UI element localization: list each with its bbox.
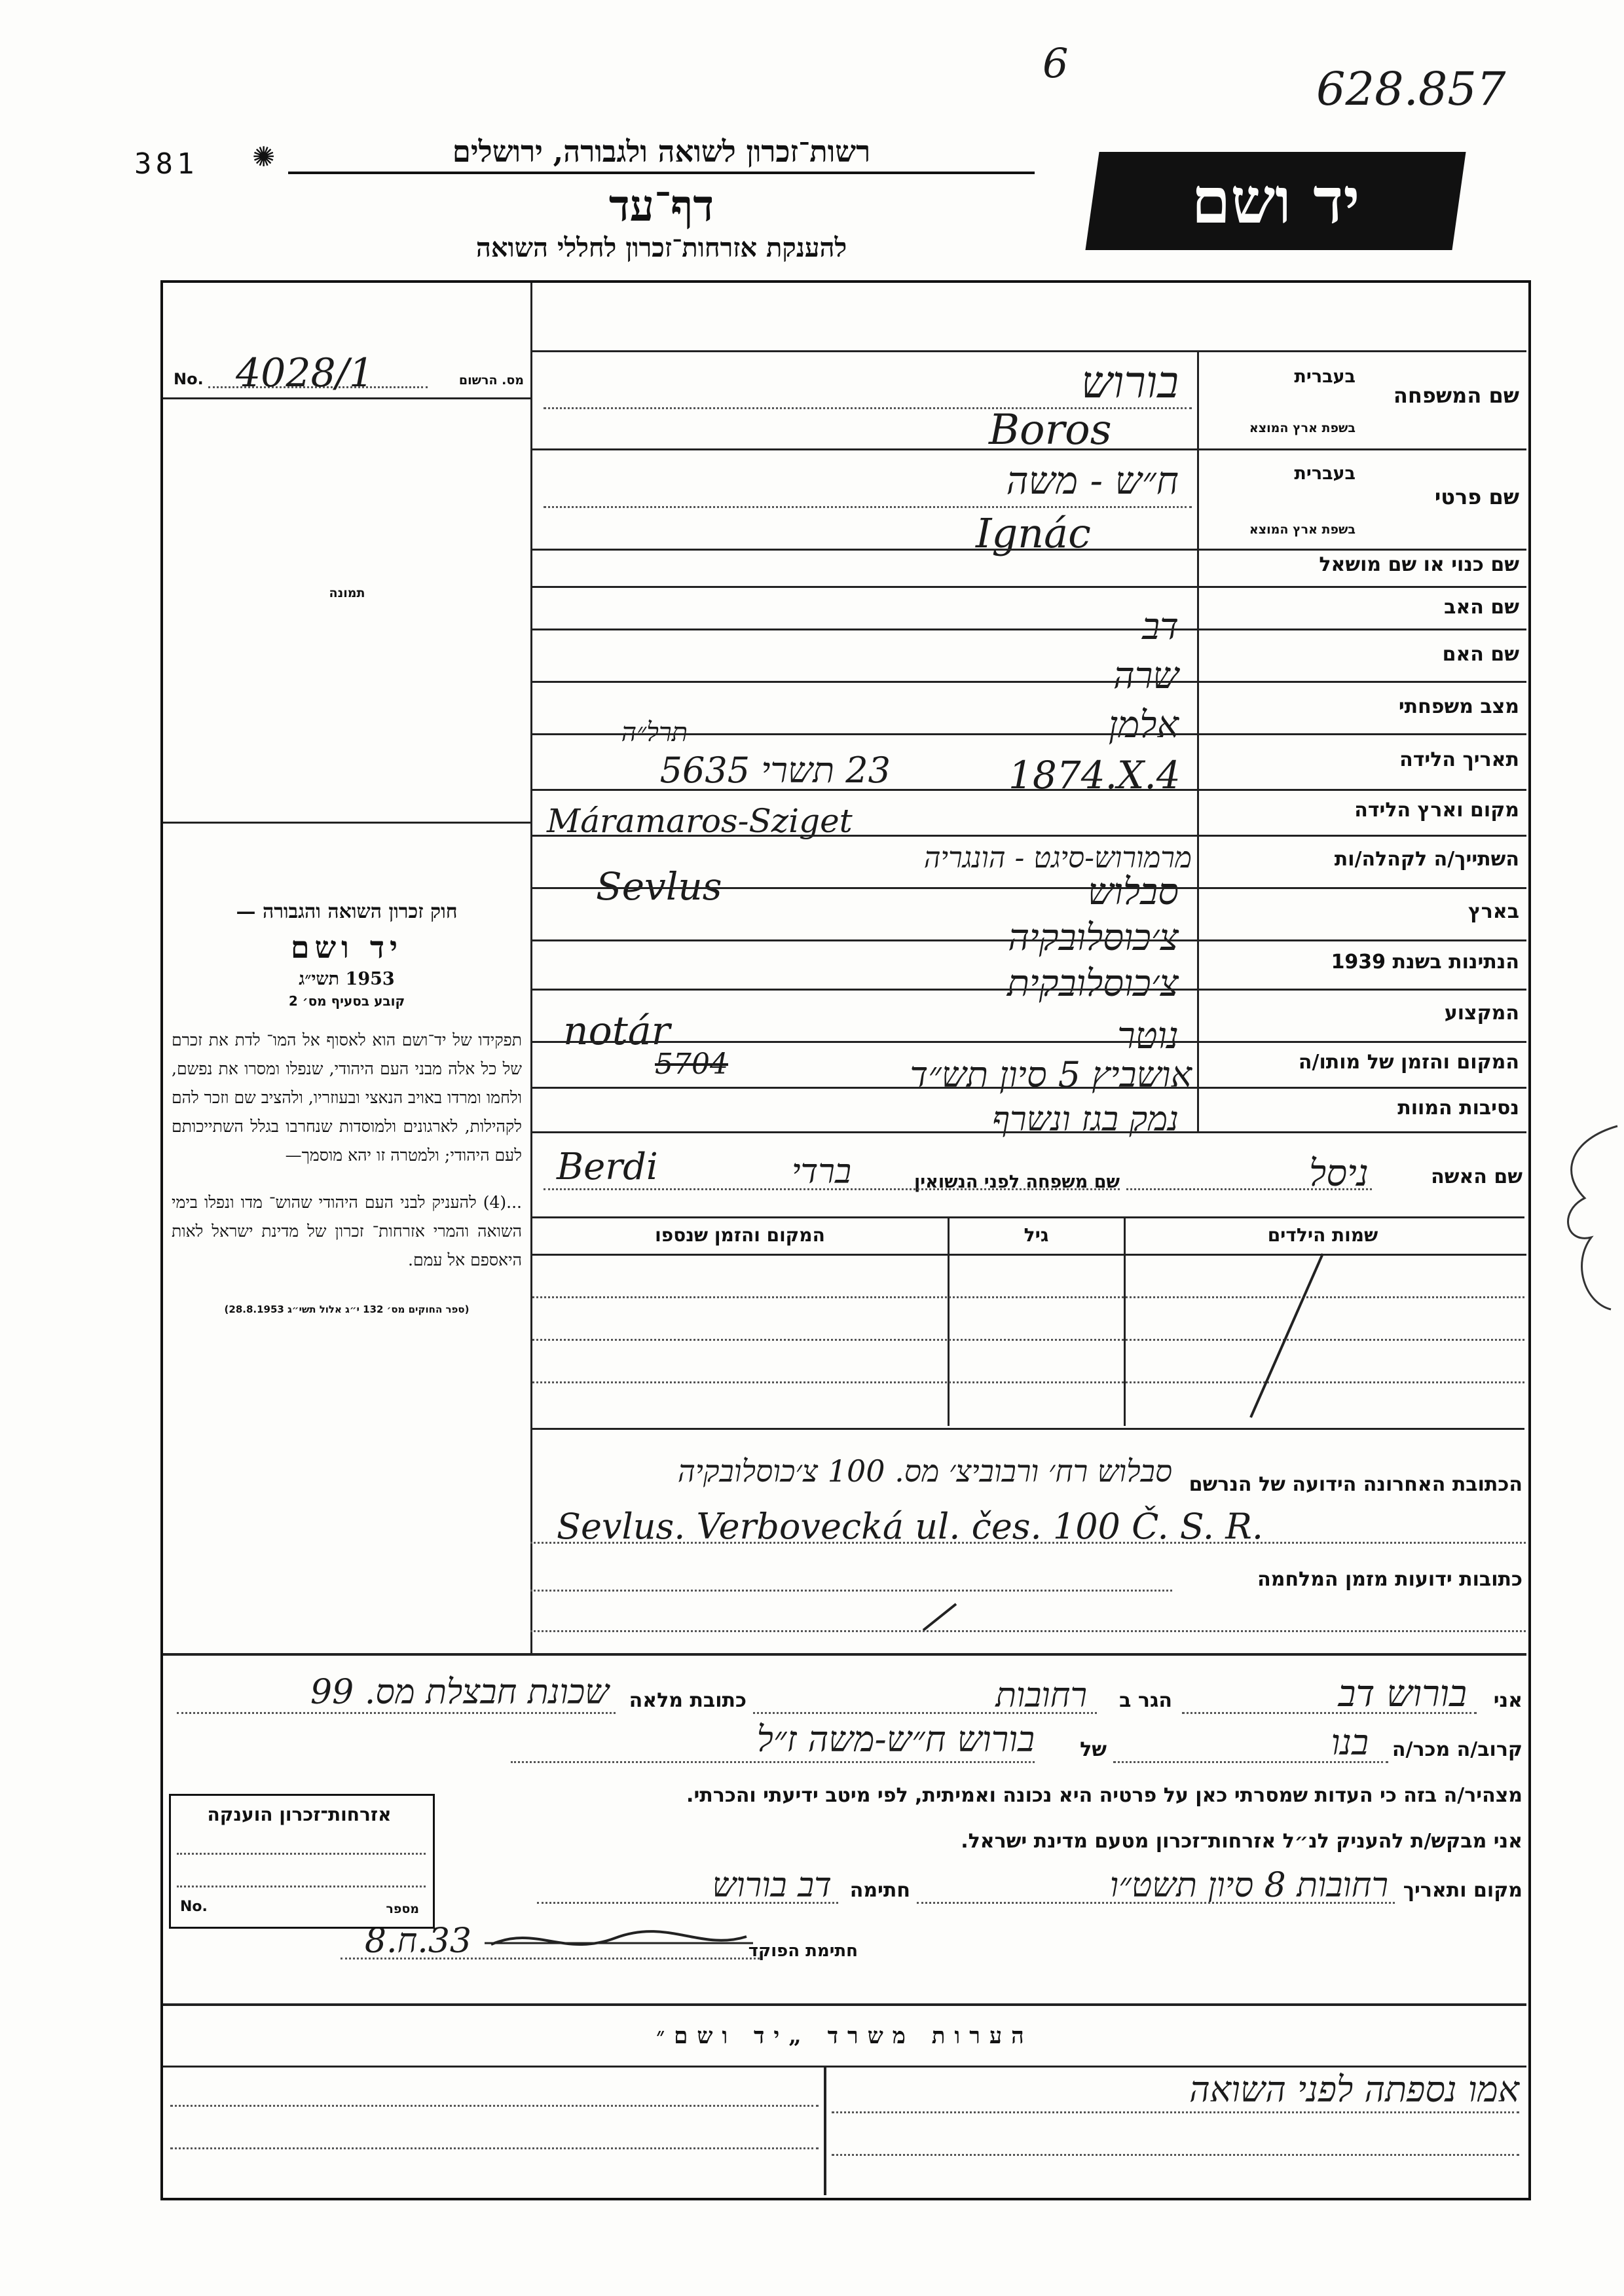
declarant-section-line: [163, 1653, 1526, 1656]
relation-dots: [1113, 1761, 1388, 1763]
first-name-label: שם פרטי: [1434, 484, 1519, 509]
office-notes-top-line: [163, 2003, 1526, 2006]
maiden-name-origin: Berdi: [557, 1146, 658, 1188]
children-col-divider-2: [1124, 1216, 1126, 1426]
marital-value: אלמן: [1108, 704, 1179, 746]
birth-date-row-line: [532, 789, 1526, 791]
mother-label: שם האם: [1442, 643, 1519, 666]
wartime-stroke: [917, 1594, 995, 1633]
father-row-line: [532, 629, 1526, 630]
relative-label: קרוב/ה מכר/ה: [1392, 1738, 1522, 1761]
office-notes-right-line-1: [832, 2111, 1519, 2113]
law-text-1: תפקידו של יד־ושם הוא לאסוף אל המו־ לדת את זכרם של כל אלה מבני העם היהודי, שנפלו ומסרו את נפשם, ולחמו ומרדו באויב הנאצי ובעוזריו, ולהציב שם וזכר להם לקהילות, לארגונים ולמוסדות שנחרבו בגלל השתייכותם לעם היהודי; ולמטרה זו יהא מוסמך—: [172, 1030, 522, 1165]
nickname-label: שם כנוי או שם מושאל: [1319, 553, 1519, 576]
death-row-line: [532, 1087, 1526, 1089]
birth-place-origin: Máramaros-Sziget: [547, 802, 853, 840]
circumstances-row-line: [532, 1131, 1526, 1133]
citizenship-row-line: [532, 989, 1526, 991]
officer-value: 33.ח.8: [364, 1922, 471, 1961]
father-value: דב: [1142, 606, 1179, 648]
profession-hebrew: נוטר: [1117, 1015, 1179, 1057]
maiden-name-hebrew: ברדי: [791, 1152, 851, 1192]
declarant-i-label: אני: [1493, 1689, 1522, 1712]
country-value: צ׳כוסלובקיה: [1008, 917, 1179, 959]
country-row-line: [532, 939, 1526, 941]
citizenship-granted-line-1: [177, 1853, 426, 1855]
officer-signature-label: חתימת הפוקד: [748, 1941, 858, 1961]
death-label: המקום והזמן של מותו/ה: [1298, 1051, 1519, 1074]
maiden-name-label: שם משפחה לפני הנשואין: [913, 1172, 1120, 1192]
children-empty-stroke: [1231, 1247, 1336, 1430]
reg-no-value: 4028/1: [236, 350, 375, 396]
office-notes-divider: [824, 2068, 826, 2195]
community-hebrew: סבלוש: [1087, 871, 1179, 913]
marital-label: מצב משפחתי: [1398, 695, 1519, 718]
birth-date-hebrew: 23 תשרי 5635: [659, 750, 891, 791]
relation-value: בנו: [1331, 1722, 1369, 1763]
mother-value: שרה: [1113, 655, 1179, 697]
authority-title: רשות־זכרון לשואה ולגבורה, ירושלים: [288, 134, 1035, 174]
birth-place-row-line: [532, 835, 1526, 837]
office-notes-title: הערות משרד „יד ושם״: [656, 2023, 1033, 2049]
full-address-label: כתובת מלאה: [629, 1689, 747, 1712]
stamp-mark-icon: ✺: [252, 141, 276, 173]
law-reference: (ספר החוקים מס׳ 132 י״ג אלול תשי״ג 28.8.1953): [224, 1303, 470, 1315]
birth-place-hebrew: מרמורוש-סיגט - הונגריה: [923, 841, 1192, 875]
left-column-divider: [530, 283, 532, 1654]
wartime-address-label: כתובות ידועות מזמן המלחמה: [1257, 1568, 1522, 1591]
community-label: השתייך/ה לקהלה/ות: [1334, 848, 1519, 871]
officer-dots: [341, 1958, 760, 1959]
circumstances-label: נסיבות המוות: [1397, 1097, 1519, 1120]
reg-no-suffix: No.: [174, 370, 204, 388]
law-title: חוק זכרון השואה והגבורה —: [236, 900, 458, 923]
citizenship-no-suffix: No.: [180, 1899, 208, 1915]
birth-date-note: תרל״ה: [621, 718, 688, 748]
children-header: שמות הילדים: [1267, 1224, 1378, 1246]
citizenship-granted-title: אזרחות־זכרון הוענקה: [207, 1804, 392, 1825]
law-block: [172, 900, 522, 1315]
margin-doodle: [1545, 1113, 1623, 1336]
declarant-name-dots: [1182, 1712, 1477, 1714]
full-address-value: שכונת חבצלת מס. 99: [310, 1673, 609, 1712]
law-year: 1953 תשי״ג: [299, 969, 395, 989]
wife-value: ניסל: [1309, 1152, 1369, 1195]
of-label: של: [1080, 1738, 1107, 1761]
full-address-dots: [177, 1712, 616, 1714]
declarant-name: בורוש דב: [1338, 1673, 1467, 1715]
first-name-hebrew-line: [544, 506, 1192, 508]
form-subtitle: להענקת אזרחות־זכרון לחללי השואה: [475, 232, 847, 263]
first-name-hebrew-label: בעברית: [1294, 464, 1356, 484]
children-col-divider-1: [948, 1216, 950, 1426]
place-date-value: רחובות 8 סיון תשט״ו: [1109, 1866, 1388, 1905]
children-row-2: [532, 1339, 1524, 1341]
wife-dots: [1126, 1188, 1372, 1190]
logo-text: יד ושם: [1191, 164, 1360, 238]
death-year-struck: 5704: [655, 1048, 728, 1081]
birth-date-value: 1874.X.4: [1008, 753, 1181, 797]
wife-label: שם האשה: [1431, 1165, 1522, 1188]
community-origin: Sevlus: [596, 864, 722, 909]
reg-no-label: מס. הרשום: [458, 373, 524, 388]
law-name: יד ושם: [290, 930, 403, 965]
of-value: בורוש ח״ש-משה ז״ל: [756, 1719, 1035, 1760]
resides-label: הגר ב: [1119, 1689, 1172, 1712]
nickname-row-line: [532, 586, 1526, 588]
declaration-text: מצהיר/ה בזה כי העדות שמסרתי כאן על פרטיה היא נכונה ואמיתית, לפי מיטב ידיעתי והכרתי.: [686, 1784, 1522, 1807]
death-value: אושביץ 5 סיון תש״ד: [910, 1054, 1192, 1095]
surname-hebrew-line: [544, 407, 1192, 409]
office-notes-left-line-2: [170, 2147, 819, 2149]
surname-label: שם המשפחה: [1393, 383, 1519, 408]
birth-place-label: מקום וארץ הלידה: [1354, 799, 1519, 822]
office-notes-left-line-1: [170, 2105, 819, 2107]
citizenship-value: צ׳כוסלובקית: [1006, 962, 1179, 1005]
maiden-dots: [544, 1188, 1120, 1190]
signature-dots: [537, 1902, 838, 1904]
signature-label: חתימה: [849, 1879, 910, 1902]
last-address-origin: Sevlus. Verbovecká ul. čes. 100 Č. S. R.: [557, 1506, 1264, 1547]
children-header-line: [532, 1254, 1526, 1256]
father-label: שם האב: [1444, 596, 1519, 619]
profession-row-line: [532, 1041, 1526, 1043]
mother-row-line: [532, 681, 1526, 683]
birth-date-label: תאריך הלידה: [1399, 748, 1519, 771]
officer-signature-scribble: [485, 1925, 753, 1951]
sheet-number: 381: [134, 147, 198, 181]
photo-label: תמונה: [329, 586, 365, 600]
yad-vashem-logo: [1085, 152, 1466, 250]
surname-origin: Boros: [989, 406, 1112, 454]
form-title: דף־עד: [608, 180, 714, 231]
place-time-header: המקום והזמן שנספו: [655, 1224, 825, 1246]
children-table: [532, 1216, 1524, 1430]
first-name-origin: Ignác: [976, 509, 1091, 557]
first-name-hebrew: ח״ש - משה: [1006, 458, 1179, 503]
country-label: בארץ: [1467, 900, 1519, 923]
citizenship-no-label: מספר: [386, 1902, 419, 1916]
place-date-label: מקום ותאריך: [1403, 1879, 1522, 1902]
citizenship-label: הנתינות בשנת 1939: [1331, 951, 1519, 974]
circumstances-value: נמק בגז ונשרף: [992, 1100, 1179, 1139]
wartime-address-line-1: [530, 1590, 1172, 1592]
resides-dots: [753, 1712, 1097, 1714]
of-dots: [511, 1761, 1035, 1763]
label-column-divider: [1197, 352, 1199, 1131]
archive-number: 628.857: [1316, 62, 1506, 116]
page-number: 6: [1043, 39, 1069, 87]
office-note-1: אמו נספתה לפני השואה: [1189, 2069, 1519, 2110]
citizenship-granted-line-2: [177, 1886, 426, 1887]
surname-row-line: [532, 448, 1526, 450]
first-name-row-line: [532, 549, 1526, 551]
place-date-dots: [917, 1902, 1395, 1904]
children-row-3: [532, 1381, 1524, 1383]
last-address-line: [530, 1542, 1526, 1544]
signature-value: דב בורוש: [712, 1866, 832, 1905]
surname-hebrew: בורוש: [1080, 357, 1179, 409]
surname-origin-label: בשפת ארץ המוצא: [1249, 421, 1356, 435]
profession-origin: notár: [563, 1008, 671, 1054]
last-address-hebrew: סבלוש רח׳ ורבוביצ׳ מס. 100 צ׳כוסלובקיה: [677, 1453, 1172, 1489]
age-header: גיל: [1024, 1224, 1049, 1246]
first-name-origin-label: בשפת ארץ המוצא: [1249, 522, 1356, 537]
community-row-line: [532, 887, 1526, 889]
wartime-address-line-2: [530, 1630, 1526, 1632]
law-text-2: ...(4) להעניק לבני העם היהודי שהוש־ מדו ונפלו בימי השואה והמרי אזרחות־ זכרון של מדינת ישראל לאות היאספם אל עמם.: [172, 1193, 522, 1269]
surname-hebrew-label: בעברית: [1294, 367, 1356, 387]
office-notes-header-line: [163, 2066, 1526, 2068]
last-address-label: הכתובת האחרונה הידועה של הנרשם: [1189, 1473, 1522, 1496]
photo-box-bottom: [163, 822, 530, 824]
top-strip-line: [532, 350, 1526, 352]
children-row-1: [532, 1296, 1524, 1298]
request-text: אני מבקש/ת להעניק לנ״ל אזרחות־זכרון מטעם מדינת ישראל.: [961, 1830, 1522, 1853]
office-notes-right-line-2: [832, 2154, 1519, 2156]
reg-no-line: [163, 397, 530, 399]
law-clause: קובע בסעיף מס׳ 2: [288, 993, 405, 1009]
resides-value: רחובות: [995, 1676, 1087, 1715]
profession-label: המקצוע: [1444, 1002, 1519, 1025]
